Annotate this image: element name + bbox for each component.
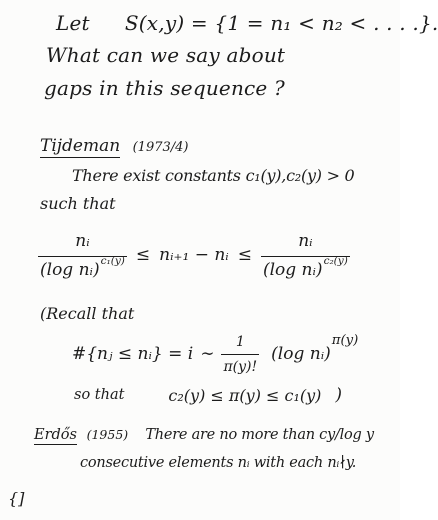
- erdos-statement-line-2: consecutive elements nᵢ with each nᵢ∤y.: [80, 455, 357, 471]
- upper-bound-fraction: [261, 232, 350, 280]
- log-power: [271, 332, 359, 365]
- definition-line: [56, 12, 438, 35]
- upper-bound-denominator: [261, 256, 350, 281]
- erdos-name: Erdős: [34, 427, 77, 443]
- lower-bound-fraction: [38, 232, 127, 280]
- factorial-denominator: π(y)!: [221, 354, 259, 375]
- counting-expression: #{nⱼ ≤ nᵢ} = i: [72, 343, 194, 364]
- tijdeman-year: (1973/4): [132, 140, 189, 155]
- such-that-text: such that: [40, 194, 116, 213]
- lower-bound-exponent: c₁(y): [100, 254, 125, 267]
- less-equal-symbol: ≤: [237, 245, 252, 266]
- upper-bound-exponent: c₂(y): [323, 254, 348, 267]
- corner-mark: {]: [8, 489, 25, 508]
- let-word: Let: [56, 11, 90, 35]
- so-that-line: [74, 386, 342, 406]
- lower-bound-numerator: nᵢ: [75, 231, 90, 251]
- recall-intro: (Recall that: [40, 304, 135, 323]
- factorial-numerator: 1: [235, 334, 245, 350]
- upper-bound-log: (log nᵢ): [262, 259, 323, 280]
- erdos-year: (1955): [86, 427, 129, 442]
- close-paren: ): [335, 385, 343, 405]
- pi-bounds: c₂(y) ≤ π(y) ≤ c₁(y): [168, 385, 322, 405]
- asymptotic-symbol: ∼: [200, 343, 215, 364]
- question-line-1: What can we say about: [46, 43, 286, 67]
- tijdeman-name: Tijdeman: [40, 136, 121, 156]
- log-exponent: π(y): [331, 332, 359, 348]
- erdos-statement-line-1: There are no more than cy/log y: [145, 427, 374, 443]
- question-line-2: gaps in this sequence ?: [44, 76, 285, 100]
- log-base: (log nᵢ): [271, 343, 331, 364]
- gap-inequality: [38, 232, 350, 280]
- upper-bound-numerator: nᵢ: [298, 231, 313, 251]
- erdos-line: [34, 427, 374, 444]
- gap-expression: nᵢ₊₁ − nᵢ: [159, 245, 229, 266]
- so-that-text: so that: [74, 387, 125, 404]
- tijdeman-statement: There exist constants c₁(y),c₂(y) > 0: [72, 166, 355, 185]
- factorial-fraction: [221, 334, 259, 375]
- less-equal-symbol: ≤: [135, 245, 151, 266]
- tijdeman-heading: [40, 137, 189, 157]
- lower-bound-denominator: [38, 256, 127, 281]
- lower-bound-log: (log nᵢ): [40, 259, 100, 280]
- sequence-definition: S(x,y) = {1 = n₁ < n₂ < . . . .}.: [124, 11, 438, 35]
- counting-asymptotic: [72, 334, 358, 375]
